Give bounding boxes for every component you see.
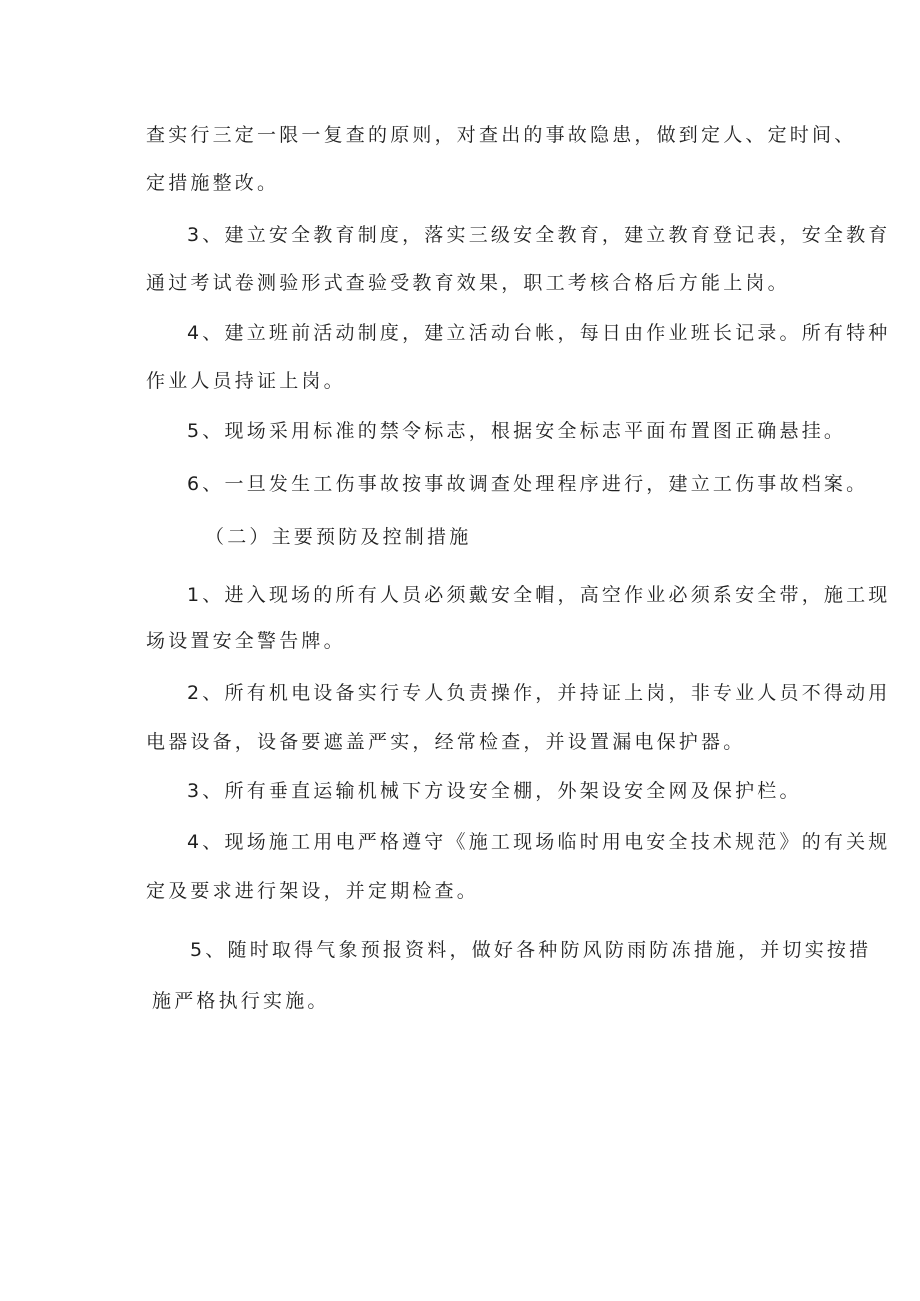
item-5: 5、现场采用标准的禁令标志，根据安全标志平面布置图正确悬挂。 (187, 420, 847, 442)
paragraph-continuation-line-2: 定措施整改。 (146, 172, 280, 194)
measure-4-line-2: 定及要求进行架设，并定期检查。 (146, 880, 480, 902)
measure-1-line-2: 场设置安全警告牌。 (146, 630, 346, 652)
item-3-line-1: 3、建立安全教育制度，落实三级安全教育，建立教育登记表，安全教育 (187, 224, 891, 246)
item-6: 6、一旦发生工伤事故按事故调查处理程序进行，建立工伤事故档案。 (187, 473, 869, 495)
measure-1-line-1: 1、进入现场的所有人员必须戴安全帽，高空作业必须系安全带，施工现 (187, 584, 891, 606)
item-3-line-2: 通过考试卷测验形式查验受教育效果，职工考核合格后方能上岗。 (146, 272, 790, 294)
measure-3: 3、所有垂直运输机械下方设安全棚，外架设安全网及保护栏。 (187, 780, 802, 802)
section-heading: （二）主要预防及控制措施 (205, 526, 472, 548)
paragraph-continuation-line-1: 查实行三定一限一复查的原则，对查出的事故隐患，做到定人、定时间、 (146, 124, 857, 146)
measure-5-line-1: 5、随时取得气象预报资料，做好各种防风防雨防冻措施，并切实按措 (190, 939, 872, 961)
item-4-line-1: 4、建立班前活动制度，建立活动台帐，每日由作业班长记录。所有特种 (187, 322, 891, 344)
item-4-line-2: 作业人员持证上岗。 (146, 370, 346, 392)
measure-2-line-2: 电器设备，设备要遮盖严实，经常检查，并设置漏电保护器。 (146, 731, 746, 753)
measure-4-line-1: 4、现场施工用电严格遵守《施工现场临时用电安全技术规范》的有关规 (187, 831, 891, 853)
measure-2-line-1: 2、所有机电设备实行专人负责操作，并持证上岗，非专业人员不得动用 (187, 682, 891, 704)
measure-5-line-2: 施严格执行实施。 (152, 990, 330, 1012)
